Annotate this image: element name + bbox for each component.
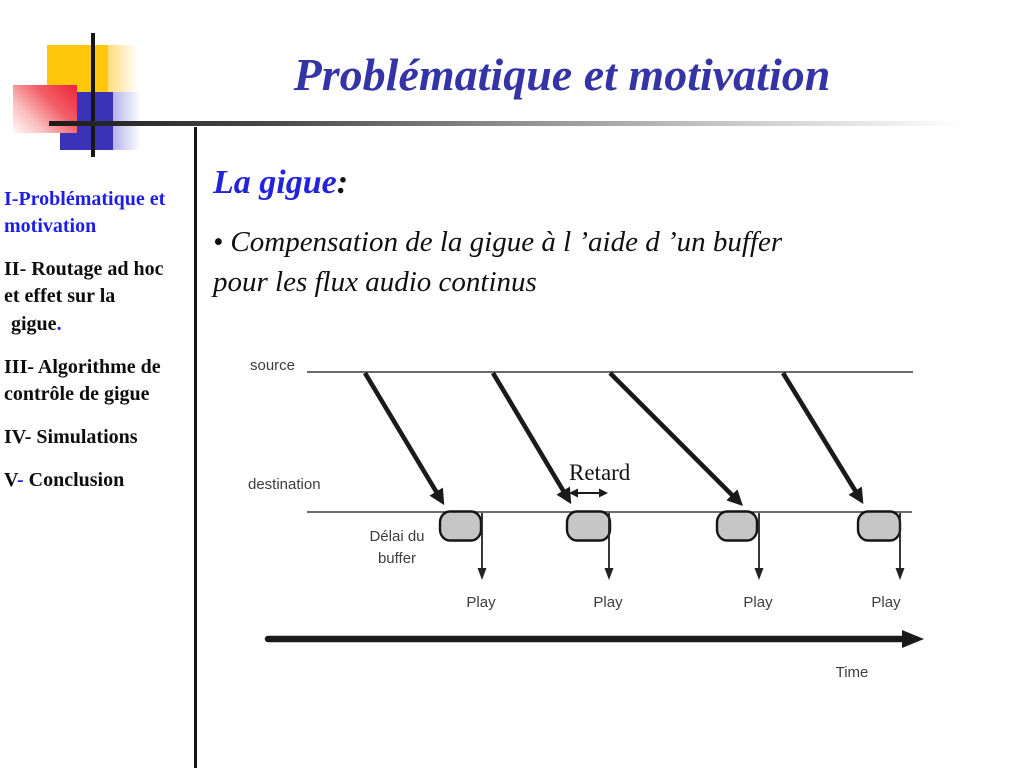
bullet-line-2: pour les flux audio continus — [213, 266, 537, 298]
play-label-4: Play — [871, 594, 901, 611]
destination-label: destination — [248, 476, 321, 493]
packet-arrow-4 — [783, 373, 856, 492]
time-axis-arrow — [268, 630, 924, 648]
sidebar-item-routage[interactable]: II- Routage ad hoc et effet sur la — [4, 258, 164, 307]
retard-double-arrow — [569, 489, 608, 498]
buffer-delay-label: Délai du buffer — [369, 528, 425, 567]
buffer-blob-1 — [440, 512, 481, 541]
play-label-1: Play — [466, 594, 496, 611]
packet-arrow-2 — [493, 373, 564, 492]
sidebar-item-conclusion[interactable]: V- Conclusion — [4, 469, 125, 491]
heading-colon: : — [336, 164, 349, 201]
buffer-blob-2 — [567, 512, 610, 541]
play-label-3: Play — [743, 594, 773, 611]
sidebar-item-simulations[interactable]: IV- Simulations — [4, 426, 138, 448]
buffer-blob-4 — [858, 512, 900, 541]
slide-title: Problématique et motivation — [293, 49, 831, 100]
buffer-blob-3 — [717, 512, 757, 541]
retard-label: Retard — [569, 460, 631, 485]
packet-arrow-1 — [365, 373, 437, 493]
source-label: source — [250, 357, 296, 374]
sidebar-item-gigue[interactable]: gigue. — [11, 313, 62, 335]
heading-text: La gigue — [213, 164, 337, 201]
time-label: Time — [835, 664, 869, 681]
sidebar-item-problematique[interactable]: I-Problématique et motivation — [4, 188, 166, 237]
bullet-line-1: • Compensation de la gigue à l ’aide d ’un buffer — [213, 226, 783, 258]
play-label-2: Play — [593, 594, 623, 611]
sidebar-item-algorithme[interactable]: III- Algorithme de contrôle de gigue — [4, 356, 161, 405]
